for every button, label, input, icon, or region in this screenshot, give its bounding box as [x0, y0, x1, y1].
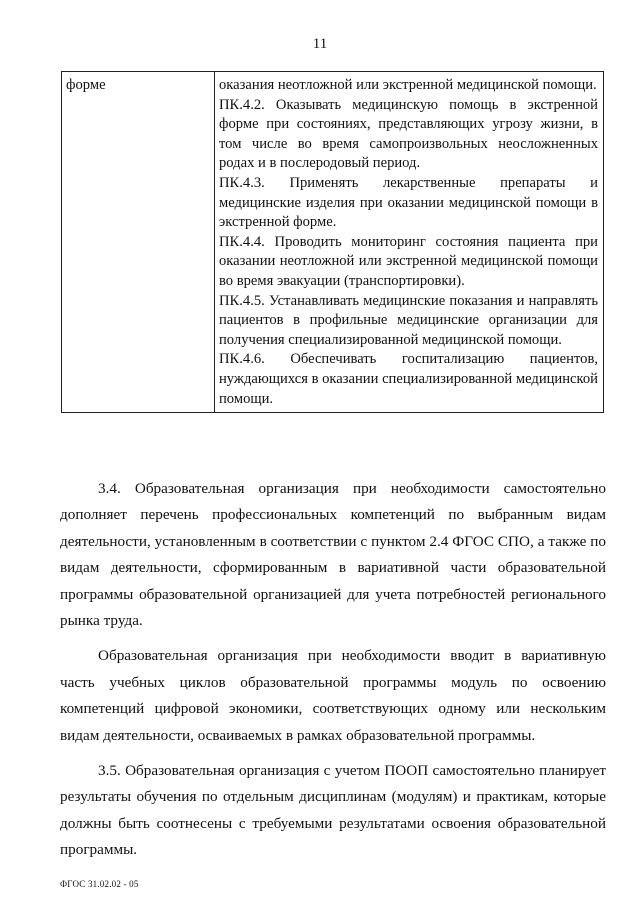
competency-table — [61, 71, 604, 413]
table-cell-right — [215, 72, 604, 413]
left-cell-text: форме — [66, 77, 106, 93]
table-paragraph: ПК.4.6. Обеспечивать госпитализацию пациентов, нуждающихся в оказании специализированной медицинской помощи. — [219, 351, 598, 407]
footer-code: ФГОС 31.02.02 - 05 — [60, 879, 139, 889]
page-number: 11 — [312, 36, 328, 52]
body-text — [60, 476, 606, 873]
table-paragraph: оказания неотложной или экстренной медицинской помощи. — [219, 77, 597, 93]
table-row — [62, 72, 604, 413]
table-cell-left — [62, 72, 215, 413]
paragraph-3-5: 3.5. Образовательная организация с учетом ПООП самостоятельно планирует результаты обучения по отдельным дисциплинам (модулям) и практикам, которые должны быть соотнесены с требуемыми результатами освоения образовательной программы. — [60, 762, 606, 859]
paragraph-3-4: 3.4. Образовательная организация при необходимости самостоятельно дополняет перечень профессиональных компетенций по выбранным видам деятельности, установленным в соответствии с пунктом 2.4 ФГОС СПО, а также по видам деятельности, сформированным в вариативной части образовательной программы образовательной организацией для учета потребностей регионального рынка труда. — [60, 480, 606, 630]
paragraph-digital-economy: Образовательная организация при необходимости вводит в вариативную часть учебных циклов образовательной программы модуль по освоению компетенций цифровой экономики, соответствующих одному или нескольким видам деятельности, осваиваемых в рамках образовательной программы. — [60, 647, 606, 744]
table-paragraph: ПК.4.4. Проводить мониторинг состояния пациента при оказании неотложной или экстренной медицинской помощи во время эвакуации (транспортировки). — [219, 233, 598, 289]
table-paragraph: ПК.4.3. Применять лекарственные препараты и медицинские изделия при оказании медицинской помощи в экстренной форме. — [219, 174, 598, 231]
table-paragraph: ПК.4.5. Устанавливать медицинские показания и направлять пациентов в профильные медицинские организации для получения специализированной медицинской помощи. — [219, 292, 598, 348]
table-paragraph: ПК.4.2. Оказывать медицинскую помощь в экстренной форме при состояниях, представляющих угрозу жизни, в том числе во время самопроизвольных неосложненных родах и в послеродовый период. — [219, 96, 598, 172]
